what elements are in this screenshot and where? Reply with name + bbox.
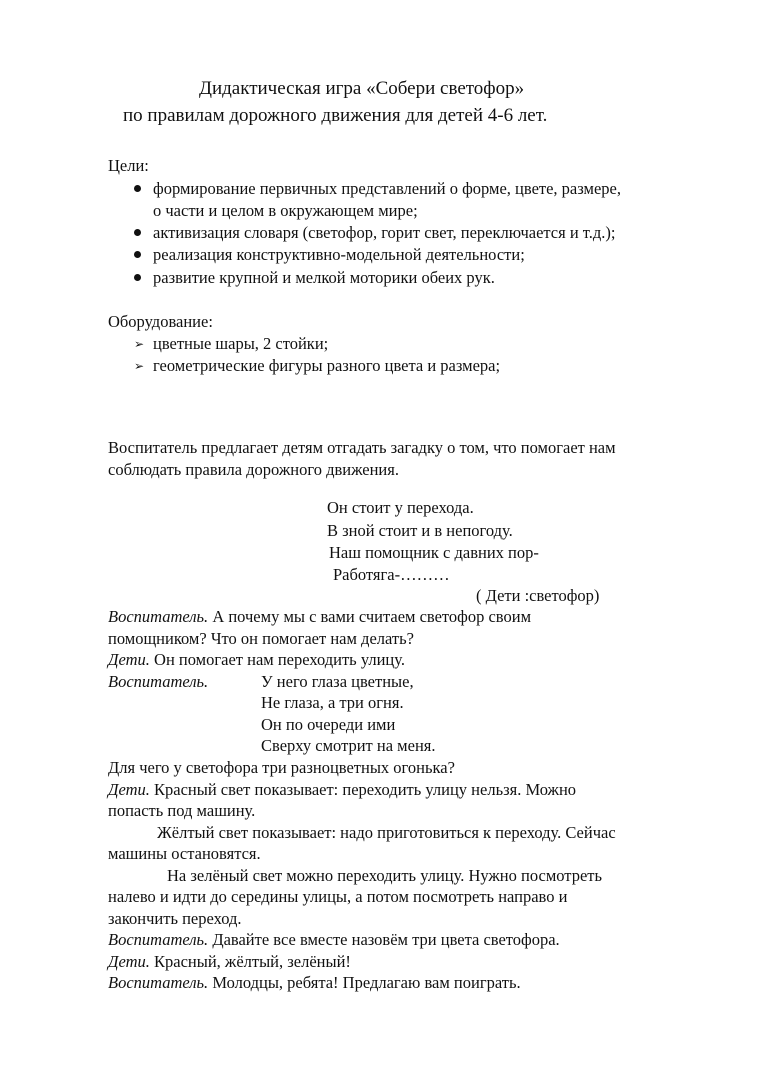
equipment-heading: Оборудование: xyxy=(108,312,213,331)
equipment-item: цветные шары, 2 стойки; xyxy=(153,334,329,353)
title-line-2: по правилам дорожного движения для детей 4-6 лет. xyxy=(123,105,548,126)
dialogue-line xyxy=(108,929,560,951)
arrow-bullet-icon: ➢ xyxy=(134,337,145,351)
dialogue-line: помощником? Что он помогает нам делать? xyxy=(108,629,414,648)
dialogue-line: Для чего у светофора три разноцветных огонька? xyxy=(108,758,455,777)
bullet-icon xyxy=(134,251,141,258)
speaker-teacher: Воспитатель. xyxy=(108,930,209,949)
title-line-1: Дидактическая игра «Собери светофор» xyxy=(199,78,525,99)
goal-item: реализация конструктивно-модельной деятельности; xyxy=(153,245,525,264)
dialogue-line xyxy=(108,606,531,628)
dialogue-text: Молодцы, ребята! Предлагаю вам поиграть. xyxy=(212,973,521,992)
bullet-icon xyxy=(134,185,141,192)
speaker-children: Дети. xyxy=(108,780,150,799)
dialogue-line: попасть под машину. xyxy=(108,801,256,820)
goal-item: активизация словаря (светофор, горит свет, переключается и т.д.); xyxy=(153,223,616,242)
dialogue-text: Он помогает нам переходить улицу. xyxy=(154,650,405,669)
speaker-children: Дети. xyxy=(108,952,150,971)
riddle-line: В зной стоит и в непогоду. xyxy=(327,521,513,540)
goal-item: развитие крупной и мелкой моторики обеих рук. xyxy=(153,268,495,287)
poem-line: Сверху смотрит на меня. xyxy=(261,736,436,755)
dialogue-line xyxy=(108,649,405,671)
speaker-children: Дети. xyxy=(108,650,150,669)
speaker-teacher: Воспитатель. xyxy=(108,672,209,691)
riddle-answer: ( Дети :светофор) xyxy=(476,586,600,605)
bullet-icon xyxy=(134,229,141,236)
intro-line: Воспитатель предлагает детям отгадать загадку о том, что помогает нам xyxy=(108,438,616,457)
dialogue-line xyxy=(108,972,521,994)
goal-item: формирование первичных представлений о форме, цвете, размере, xyxy=(153,179,622,198)
dialogue-text: Красный, жёлтый, зелёный! xyxy=(154,952,351,971)
dialogue-line: Жёлтый свет показывает: надо приготовиться к переходу. Сейчас xyxy=(157,823,616,842)
dialogue-line: машины остановятся. xyxy=(108,844,261,863)
intro-line: соблюдать правила дорожного движения. xyxy=(108,460,399,479)
speaker-teacher: Воспитатель. xyxy=(108,607,209,626)
dialogue-line xyxy=(108,779,576,801)
poem-line: Он по очереди ими xyxy=(261,715,396,734)
poem-line: Не глаза, а три огня. xyxy=(261,693,404,712)
poem-line: У него глаза цветные, xyxy=(261,672,414,691)
dialogue-text: Давайте все вместе назовём три цвета светофора. xyxy=(212,930,560,949)
riddle-line: Он стоит у перехода. xyxy=(327,498,474,517)
riddle-line: Наш помощник с давних пор- xyxy=(329,543,539,562)
bullet-icon xyxy=(134,274,141,281)
dialogue-line: На зелёный свет можно переходить улицу. Нужно посмотреть xyxy=(167,866,603,885)
goals-heading: Цели: xyxy=(108,156,149,175)
dialogue-text: Красный свет показывает: переходить улицу нельзя. Можно xyxy=(154,780,577,799)
equipment-item: геометрические фигуры разного цвета и размера; xyxy=(153,356,501,375)
dialogue-line: закончить переход. xyxy=(108,909,242,928)
speaker-teacher: Воспитатель. xyxy=(108,973,209,992)
dialogue-line xyxy=(108,951,351,973)
riddle-line: Работяга-……… xyxy=(333,565,450,584)
dialogue-line: налево и идти до середины улицы, а потом посмотреть направо и xyxy=(108,887,568,906)
arrow-bullet-icon: ➢ xyxy=(134,359,145,373)
goal-item-continued: о части и целом в окружающем мире; xyxy=(153,201,418,220)
dialogue-text: А почему мы с вами считаем светофор своим xyxy=(212,607,532,626)
